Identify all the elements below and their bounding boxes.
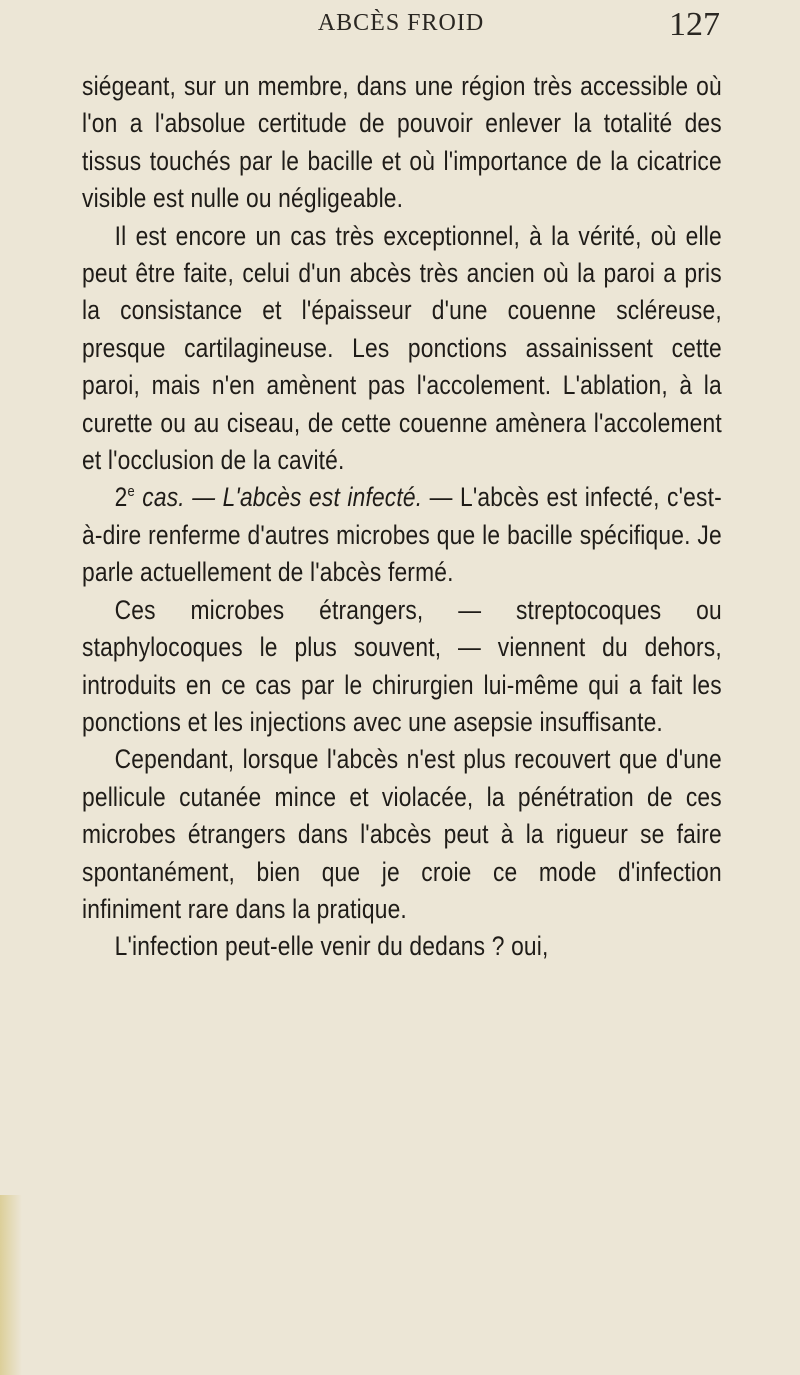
case-number-superscript: e [127,483,135,501]
running-title: ABCÈS FROID [317,10,485,36]
paragraph-3-text: — L'abcès est infecté, c'est-à-dire renferme d'autres microbes que le bacille spécifique. Je parle actuellement de l'abcès fermé. [82,482,722,588]
section-heading: L'abcès est infecté. [222,482,423,513]
paragraph-3 [82,479,722,591]
paragraph-1: siégeant, sur un membre, dans une région très accessible où l'on a l'absolue certitude de pouvoir enlever la totalité des tissus touchés par le bacille et où l'importance de la cicatrice visible est nulle ou négligeable. [82,71,722,214]
paragraph-5: Cependant, lorsque l'abcès n'est plus recouvert que d'une pellicule cutanée mince et violacée, la pénétration de ces microbes étrangers dans l'abcès peut à la rigueur se faire spontanément, bien que je croie ce mode d'infection infiniment rare dans la pratique. [82,744,722,924]
case-label: cas. — [134,482,223,513]
page-number: 127 [669,6,720,43]
case-number: 2 [114,482,128,513]
paragraph-6: L'infection peut-elle venir du dedans ? oui, [114,931,549,962]
running-head [82,6,720,50]
body-text [82,68,722,966]
paper-stain [0,1195,22,1375]
paragraph-4: Ces microbes étrangers, — streptocoques ou staphylocoques le plus souvent, — viennent du dehors, introduits en ce cas par le chirurgien lui-même qui a fait les ponctions et les injections avec une asepsie insuffisante. [82,594,722,737]
paragraph-2: Il est encore un cas très exceptionnel, à la vérité, où elle peut être faite, celui d'un abcès très ancien où la paroi a pris la consistance et l'épaisseur d'une couenne scléreuse, presque cartilagineuse. Les ponctions assainissent cette paroi, mais n'en amènent pas l'accolement. L'ablation, à la curette ou au ciseau, de cette couenne amènera l'accolement et l'occlusion de la cavité. [82,220,722,476]
